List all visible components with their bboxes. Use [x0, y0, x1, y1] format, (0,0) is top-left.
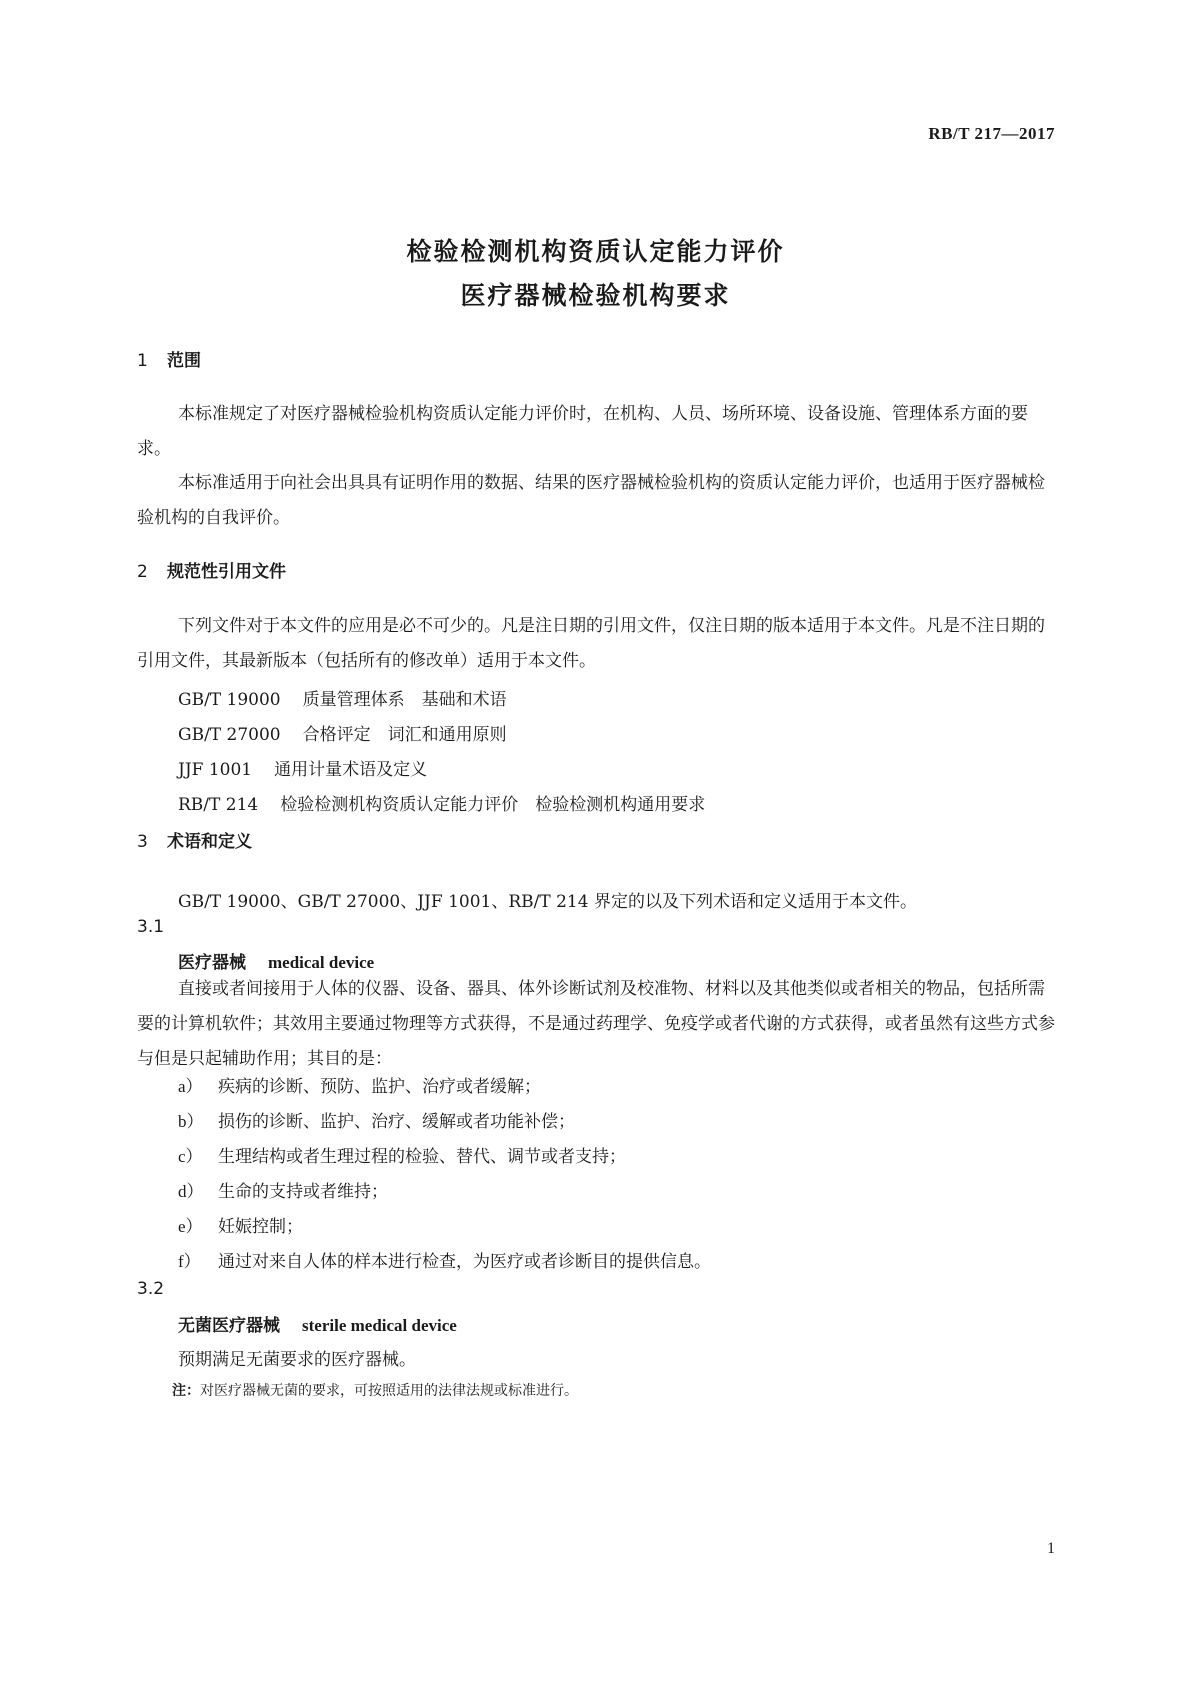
- subsection-number-3-1: 3.1: [137, 917, 165, 937]
- section-title: 规范性引用文件: [167, 562, 286, 582]
- term-english: sterile medical device: [302, 1316, 457, 1335]
- reference-code: GB/T 19000: [178, 690, 281, 710]
- section-number: 1: [137, 351, 148, 371]
- normative-references-paragraph: 下列文件对于本文件的应用是必不可少的。凡是注日期的引用文件，仅注日期的版本适用于本文件。凡是不注日期的引用文件，其最新版本（包括所有的修改单）适用于本文件。: [137, 616, 1045, 671]
- scope-paragraph-1: 本标准规定了对医疗器械检验机构资质认定能力评价时，在机构、人员、场所环境、设备设施、管理体系方面的要求。: [137, 404, 1028, 459]
- term-definition: 直接或者间接用于人体的仪器、设备、器具、体外诊断试剂及校准物、材料以及其他类似或者相关的物品，包括所需要的计算机软件；其效用主要通过物理等方式获得，不是通过药理学、免疫学或者代谢的方式获得，或者虽然有这些方式参与但是只起辅助作用；其目的是：: [137, 979, 1055, 1069]
- reference-title: 合格评定 词汇和通用原则: [302, 725, 507, 745]
- term-medical-device: [178, 948, 374, 973]
- reference-code: JJF 1001: [178, 760, 253, 780]
- terms-intro-paragraph: GB/T 19000、GB/T 27000、JJF 1001、RB/T 214 界定的以及下列术语和定义适用于本文件。: [178, 892, 917, 912]
- reference-item: [178, 790, 705, 815]
- subsection-number-3-2: 3.2: [137, 1279, 165, 1299]
- term-chinese: 医疗器械: [178, 953, 246, 973]
- reference-item: [178, 720, 507, 745]
- section-number: 2: [137, 562, 148, 582]
- list-text: 损伤的诊断、监护、治疗、缓解或者功能补偿；: [218, 1112, 575, 1132]
- purpose-list-item: [178, 1142, 626, 1167]
- purpose-list-item: [178, 1072, 541, 1097]
- reference-title: 质量管理体系 基础和术语: [302, 690, 507, 710]
- note-label: 注：: [172, 1383, 200, 1399]
- reference-code: RB/T 214: [178, 795, 259, 815]
- section-title: 术语和定义: [167, 832, 252, 852]
- term-definition: 预期满足无菌要求的医疗器械。: [178, 1350, 416, 1370]
- list-label: a）: [178, 1077, 203, 1096]
- reference-title: 检验检测机构资质认定能力评价 检验检测机构通用要求: [280, 795, 706, 815]
- scope-paragraph-2: 本标准适用于向社会出具具有证明作用的数据、结果的医疗器械检验机构的资质认定能力评价，也适用于医疗器械检验机构的自我评价。: [137, 473, 1045, 528]
- list-text: 通过对来自人体的样本进行检查，为医疗或者诊断目的提供信息。: [218, 1252, 711, 1272]
- purpose-list-item: [178, 1107, 575, 1132]
- page-number: 1: [1047, 1540, 1055, 1557]
- document-title-line2: 医疗器械检验机构要求: [460, 281, 731, 310]
- purpose-list-item: [178, 1247, 711, 1272]
- reference-code: GB/T 27000: [178, 725, 281, 745]
- list-text: 生命的支持或者维持；: [218, 1182, 388, 1202]
- list-label: e）: [178, 1217, 203, 1236]
- term-chinese: 无菌医疗器械: [178, 1316, 280, 1336]
- list-text: 疾病的诊断、预防、监护、治疗或者缓解；: [218, 1077, 541, 1097]
- term-english: medical device: [268, 953, 375, 972]
- section-title: 范围: [167, 351, 201, 371]
- purpose-list-item: [178, 1212, 303, 1237]
- reference-item: [178, 685, 507, 710]
- note-text: 对医疗器械无菌的要求，可按照适用的法律法规或标准进行。: [200, 1383, 578, 1399]
- list-text: 生理结构或者生理过程的检验、替代、调节或者支持；: [218, 1147, 626, 1167]
- list-label: b）: [178, 1112, 204, 1131]
- purpose-list-item: [178, 1177, 388, 1202]
- list-label: f）: [178, 1252, 201, 1271]
- section-3-heading: [137, 827, 252, 852]
- list-label: d）: [178, 1182, 204, 1201]
- reference-item: [178, 755, 427, 780]
- term-sterile-medical-device: [178, 1311, 457, 1336]
- document-title-line1: 检验检测机构资质认定能力评价: [406, 237, 785, 266]
- section-1-heading: [137, 346, 201, 371]
- note: [172, 1380, 578, 1400]
- list-text: 妊娠控制；: [218, 1217, 303, 1237]
- standard-code: RB/T 217—2017: [928, 124, 1055, 143]
- section-2-heading: [137, 557, 286, 582]
- list-label: c）: [178, 1147, 203, 1166]
- section-number: 3: [137, 832, 148, 852]
- reference-title: 通用计量术语及定义: [274, 760, 428, 780]
